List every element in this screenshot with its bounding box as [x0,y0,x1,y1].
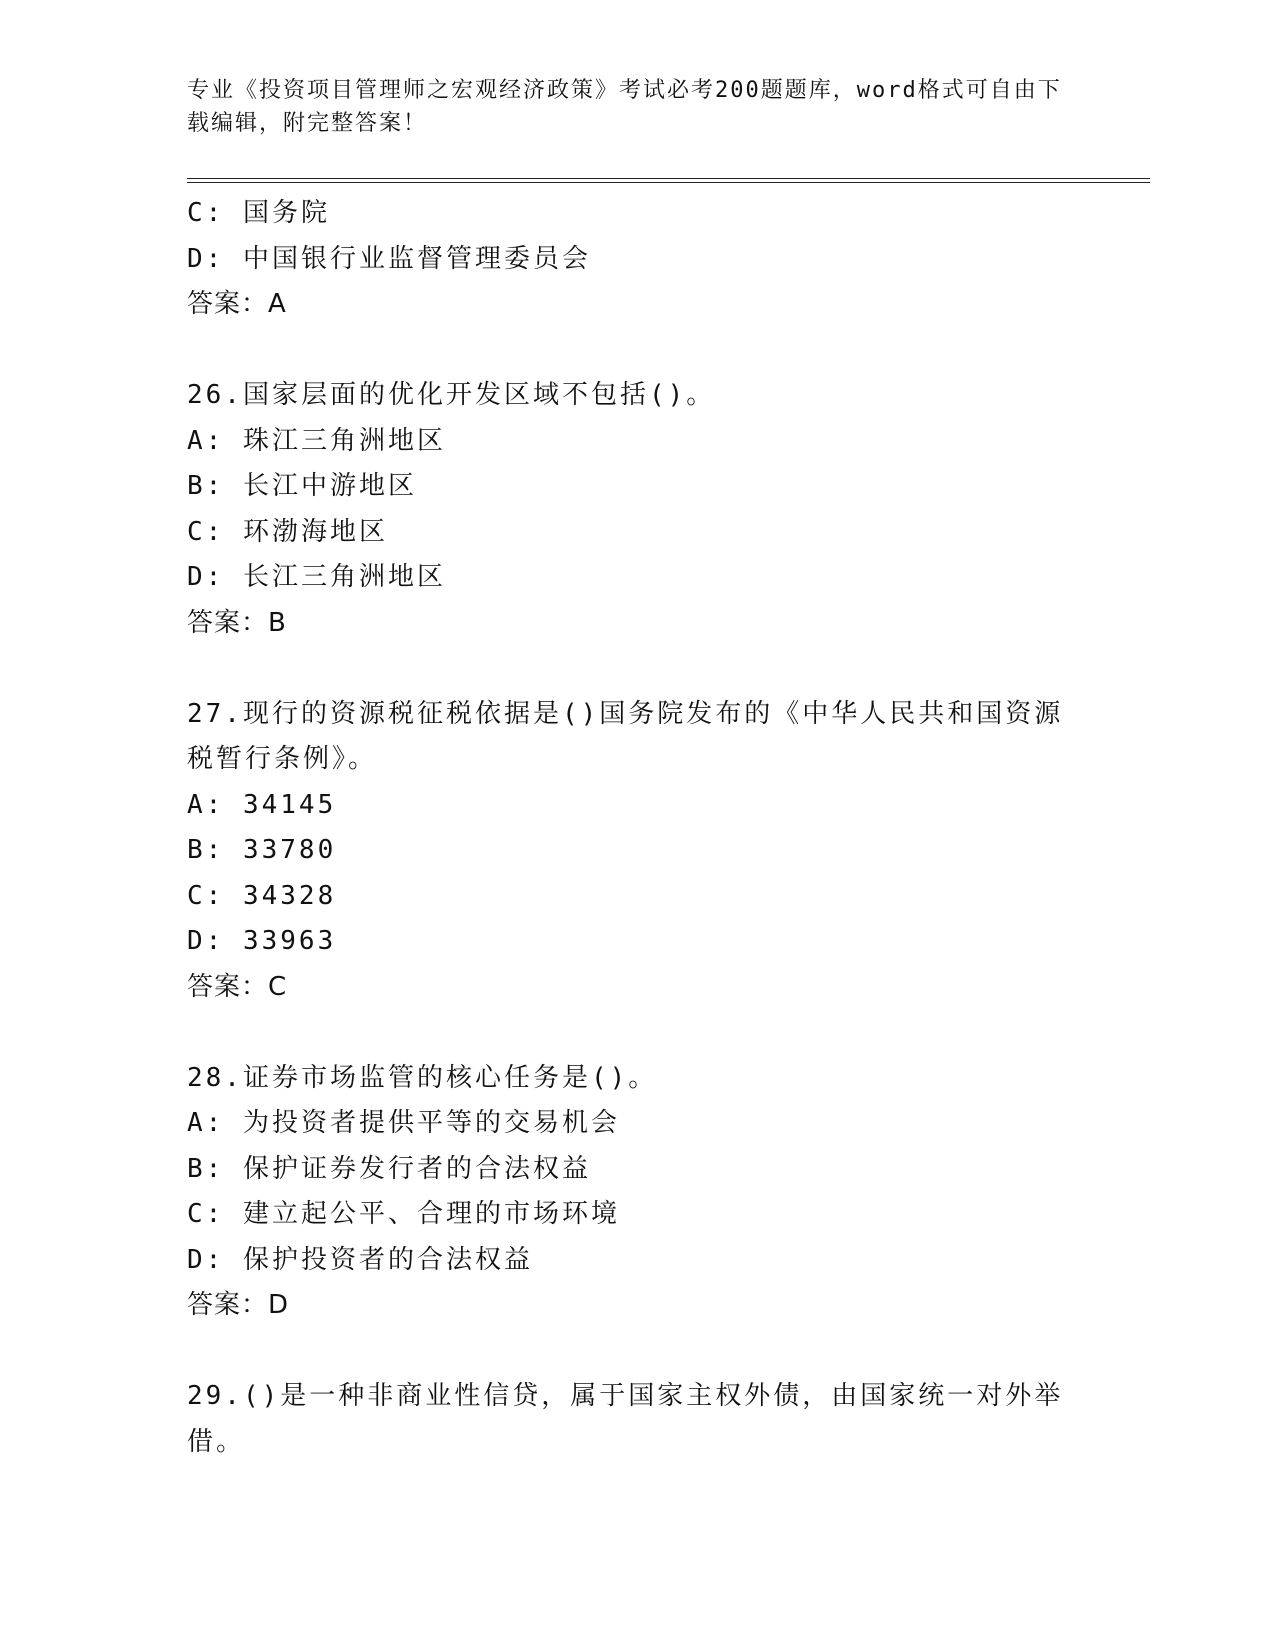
header-divider-top [187,178,1150,179]
option-b: B: 保护证券发行者的合法权益 [187,1153,591,1184]
answer-label: 答案：A [187,289,287,319]
question-title: 29.()是一种非商业性信贷，属于国家主权外债，由国家统一对外举借。 [187,1381,1064,1457]
option-c: C: 建立起公平、合理的市场环境 [187,1199,620,1229]
question-list [187,191,1087,1465]
question-block-27 [187,692,1087,1011]
option-c: C: 环渤海地区 [187,516,388,547]
document-header: 专业《投资项目管理师之宏观经济政策》考试必考200题题库，word格式可自由下载编辑，附完整答案！ [187,78,1062,136]
option-b: B: 长江中游地区 [187,471,417,501]
option-c: C: 34328 [187,880,337,911]
question-title: 27.现行的资源税征税依据是()国务院发布的《中华人民共和国资源税暂行条例》。 [187,698,1064,774]
option-a: A: 为投资者提供平等的交易机会 [187,1108,620,1138]
option-d: D: 中国银行业监督管理委员会 [187,243,591,274]
question-block-28 [187,1056,1087,1329]
question-block-26 [187,373,1087,646]
option-d: D: 33963 [187,926,337,956]
header-divider-bottom [187,182,1150,183]
question-block-continued [187,191,1087,328]
option-a: A: 34145 [187,789,337,820]
option-d: D: 长江三角洲地区 [187,562,446,592]
answer-label: 答案：C [187,971,288,1002]
answer-label: 答案：D [187,1290,290,1320]
answer-label: 答案：B [187,607,287,638]
question-title: 28.证券市场监管的核心任务是()。 [187,1062,658,1093]
option-c: C: 国务院 [187,198,330,228]
option-b: B: 33780 [187,835,337,865]
question-block-29 [187,1374,1087,1465]
option-d: D: 保护投资者的合法权益 [187,1244,533,1275]
question-title: 26.国家层面的优化开发区域不包括()。 [187,380,716,410]
option-a: A: 珠江三角洲地区 [187,425,446,456]
